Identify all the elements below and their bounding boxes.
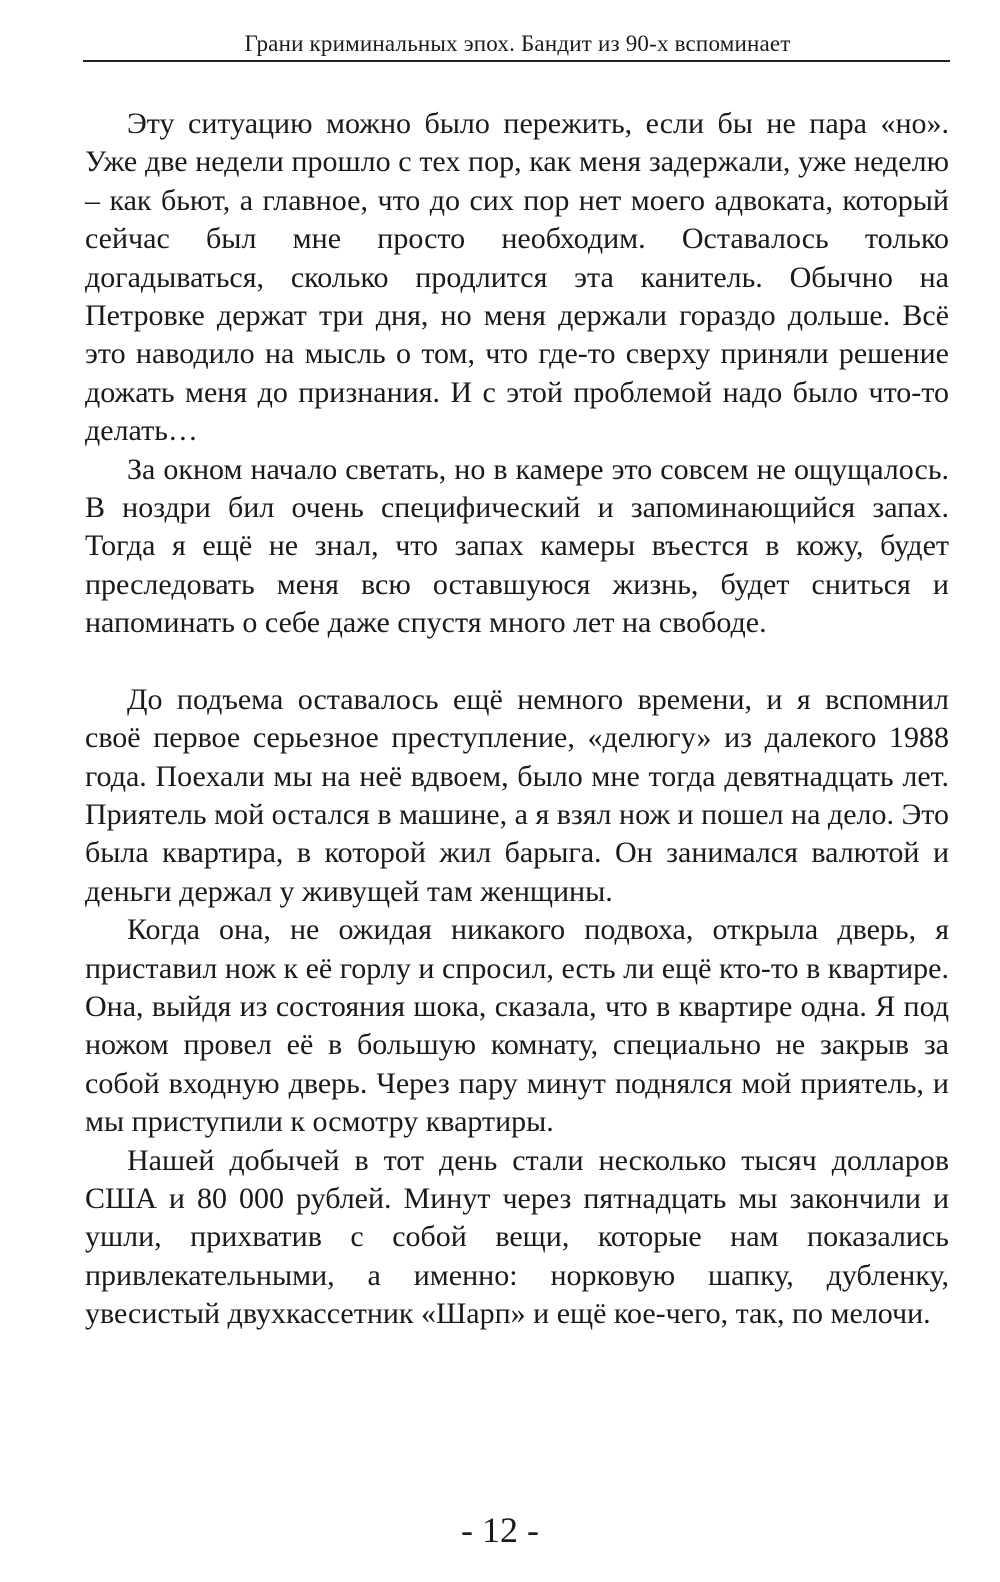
paragraph-3: До подъема оставалось ещё немного времени, и я вспомнил своё первое серьезное преступление, «делюгу» из далекого 1988 года. Поехали мы на неё вдвоем, было мне тогда девятнадцать лет. Приятель мой остался в машине, а я взял нож и пошел на дело. Это была квартира, в которой жил барыга. Он занимался валютой и деньги держал у живущей там женщины.: [85, 682, 949, 908]
section-break: [85, 643, 949, 681]
paragraph-1: Эту ситуацию можно было пережить, если бы не пара «но». Уже две недели прошло с тех пор, как меня задержали, уже неделю – как бьют, а главное, что до сих пор нет моего адвоката, который сейчас был мне просто необходим. Оставалось только догадываться, сколько продлится эта канитель. Обычно на Петровке держат три дня, но меня держали гораздо дольше. Всё это наводило на мысль о том, что где-то сверху приняли решение дожать меня до признания. И с этой проблемой надо было что-то делать…: [85, 107, 949, 448]
header-divider: [83, 60, 950, 62]
paragraph-2: За окном начало светать, но в камере это совсем не ощущалось. В ноздри бил очень специфический и запоминающийся запах. Тогда я ещё не знал, что запах камеры въестся в кожу, будет преследовать меня всю оставшуюся жизнь, будет сниться и напоминать о себе даже спустя много лет на свободе.: [85, 452, 949, 640]
running-header: Грани криминальных эпох. Бандит из 90-х вспоминает: [244, 31, 791, 56]
page-number: - 12 -: [461, 1510, 539, 1550]
paragraph-4: Когда она, не ожидая никакого подвоха, открыла дверь, я приставил нож к её горлу и спросил, есть ли ещё кто-то в квартире. Она, выйдя из состояния шока, сказала, что в квартире одна. Я под ножом провел её в большую комнату, специально не закрыв за собой входную дверь. Через пару минут поднялся мой приятель, и мы приступили к осмотру квартиры.: [85, 913, 949, 1139]
paragraph-5: Нашей добычей в тот день стали несколько тысяч долларов США и 80 000 рублей. Минут через пятнадцать мы закончили и ушли, прихватив с собой вещи, которые нам показались привлекательными, а именно: норковую шапку, дубленку, увесистый двухкассетник «Шарп» и ещё кое-чего, так, по мелочи.: [85, 1143, 949, 1331]
body-text: [85, 105, 949, 1334]
